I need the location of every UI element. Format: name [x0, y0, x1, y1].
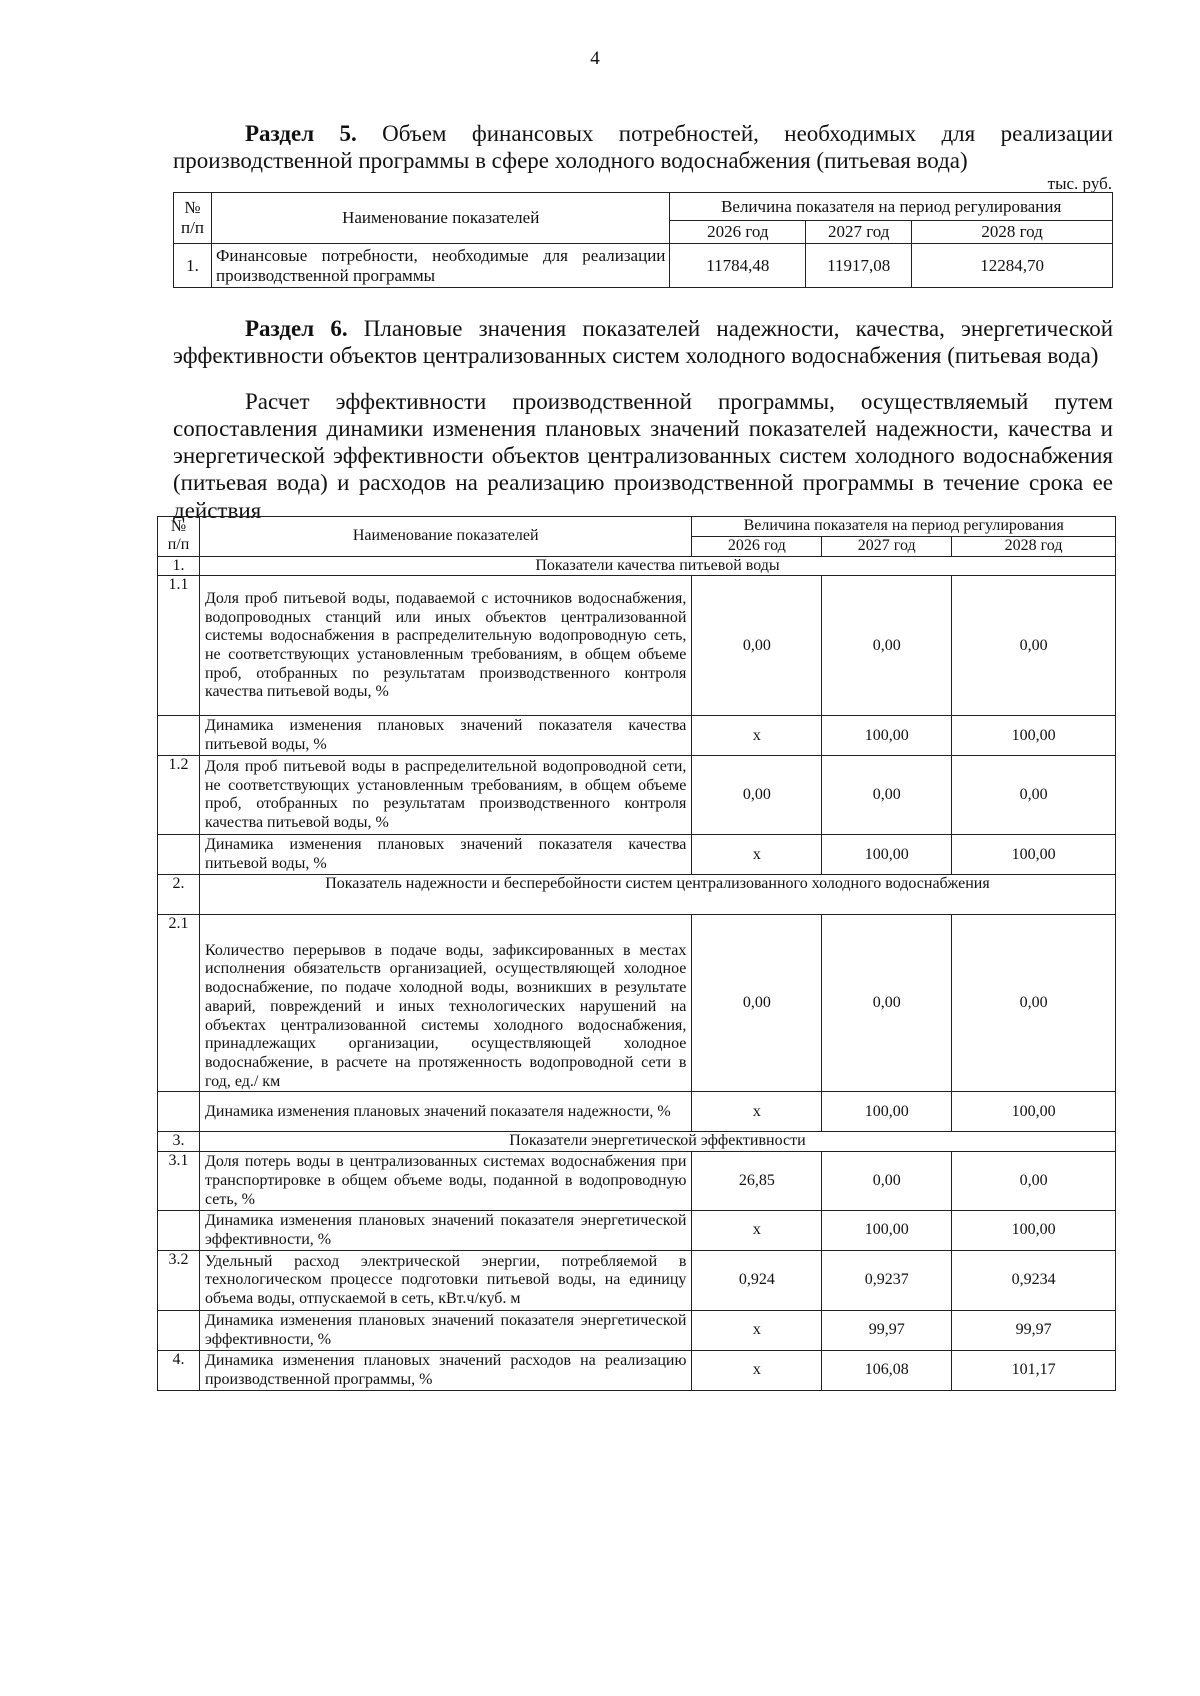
- row-number: 3.2: [158, 1251, 200, 1311]
- row-number: [158, 835, 200, 875]
- value-cell: 101,17: [952, 1351, 1116, 1391]
- column-header-year: 2026 год: [692, 537, 822, 557]
- value-cell: 0,924: [692, 1251, 822, 1311]
- table-row: [158, 1092, 1116, 1132]
- row-number: [158, 716, 200, 756]
- section-6-title: Плановые значения показателей надежности, качества, энергетической эффективности объектов централизованных систем холодного водоснабжения (питьевая вода): [173, 316, 1114, 369]
- currency-units: тыс. руб.: [1047, 174, 1112, 193]
- table-row: [158, 1152, 1116, 1211]
- value-cell: 106,08: [822, 1351, 952, 1391]
- table-row: [158, 915, 1116, 1092]
- row-indicator-name: Финансовые потребности, необходимые для реализации производственной программы: [211, 244, 669, 288]
- row-indicator-name: Количество перерывов в подаче воды, зафиксированных в местах исполнения обязательств организацией, осуществляющей холодное водоснабжение, по подаче холодной воды, возникших в результате аварий, повреждений и иных технологических нарушений на объектах централизованной системы холодного водоснабжения, принадлежащих организации, осуществляющей холодное водоснабжение, в расчете на протяженность водопроводной сети в год, ед./ км: [199, 915, 691, 1092]
- value-cell: 99,97: [822, 1311, 952, 1351]
- row-number: 1.: [174, 244, 212, 288]
- row-indicator-name: Динамика изменения плановых значений расходов на реализацию производственной программы, %: [199, 1351, 691, 1391]
- table-row: [158, 1251, 1116, 1311]
- table-row: [158, 835, 1116, 875]
- calculation-paragraph: Расчет эффективности производственной программы, осуществляемый путем сопоставления динамики изменения плановых значений показателей надежности, качества и энергетической эффективности объектов централизованных систем холодного водоснабжения (питьевая вода) и расходов на реализацию производственной программы в течение срока ее действия: [173, 389, 1113, 523]
- column-header-number: № п/п: [174, 193, 212, 244]
- table-row: [158, 576, 1116, 716]
- value-cell: 0,00: [952, 915, 1116, 1092]
- table-row: [174, 244, 1113, 288]
- value-cell: x: [692, 835, 822, 875]
- row-number: 4.: [158, 1351, 200, 1391]
- page-number: 4: [590, 48, 600, 69]
- group-row: [158, 556, 1116, 576]
- value-cell: 100,00: [952, 716, 1116, 756]
- column-header-period: Величина показателя на период регулирования: [670, 193, 1113, 221]
- value-cell: 100,00: [952, 835, 1116, 875]
- table-row: [158, 1351, 1116, 1391]
- group-number: 1.: [158, 556, 200, 576]
- value-cell: x: [692, 1211, 822, 1251]
- row-number: 3.1: [158, 1152, 200, 1211]
- value-cell: 0,00: [692, 756, 822, 835]
- row-number: 1.2: [158, 756, 200, 835]
- row-number: [158, 1311, 200, 1351]
- value-cell: 0,00: [952, 756, 1116, 835]
- financial-needs-table: [173, 192, 1113, 288]
- value-cell: x: [692, 1351, 822, 1391]
- value-cell: 0,00: [692, 915, 822, 1092]
- group-title: Показатели энергетической эффективности: [199, 1132, 1115, 1152]
- value-cell: 0,00: [822, 576, 952, 716]
- row-number: [158, 1211, 200, 1251]
- row-indicator-name: Доля проб питьевой воды в распределительной водопроводной сети, не соответствующих установленным требованиям, в общем объеме проб, отобранных по результатам производственного контроля качества питьевой воды, %: [199, 756, 691, 835]
- group-number: 3.: [158, 1132, 200, 1152]
- value-cell: 100,00: [822, 716, 952, 756]
- column-header-indicator: Наименование показателей: [199, 517, 691, 557]
- row-indicator-name: Доля проб питьевой воды, подаваемой с источников водоснабжения, водопроводных станций или иных объектов централизованной системы водоснабжения в распределительную водопроводную сеть, не соответствующих установленным требованиям, в общем объеме проб, отобранных по результатам производственного контроля качества питьевой воды, %: [199, 576, 691, 716]
- section-6-heading: [173, 315, 1113, 369]
- value-cell: 0,00: [952, 576, 1116, 716]
- group-title: Показатель надежности и бесперебойности систем централизованного холодного водоснабжения: [199, 875, 1115, 915]
- value-cell: 99,97: [952, 1311, 1116, 1351]
- section-5-label: Раздел 5.: [245, 121, 357, 146]
- group-title: Показатели качества питьевой воды: [199, 556, 1115, 576]
- column-header-year: 2027 год: [806, 221, 912, 244]
- value-cell: 0,00: [952, 1152, 1116, 1211]
- value-cell: 0,9234: [952, 1251, 1116, 1311]
- value-cell: x: [692, 1311, 822, 1351]
- column-header-year: 2028 год: [952, 537, 1116, 557]
- row-indicator-name: Динамика изменения плановых значений показателя качества питьевой воды, %: [199, 716, 691, 756]
- column-header-year: 2027 год: [822, 537, 952, 557]
- value-cell: 100,00: [952, 1092, 1116, 1132]
- value-cell: 0,00: [822, 915, 952, 1092]
- row-indicator-name: Динамика изменения плановых значений показателя энергетической эффективности, %: [199, 1211, 691, 1251]
- row-number: 1.1: [158, 576, 200, 716]
- column-header-year: 2028 год: [912, 221, 1113, 244]
- section-6-label: Раздел 6.: [245, 316, 348, 341]
- value-cell: 26,85: [692, 1152, 822, 1211]
- row-indicator-name: Доля потерь воды в централизованных системах водоснабжения при транспортировке в общем объеме воды, поданной в водопроводную сеть, %: [199, 1152, 691, 1211]
- value-cell: 0,9237: [822, 1251, 952, 1311]
- table-row: [158, 756, 1116, 835]
- table-row: [158, 1311, 1116, 1351]
- section-5-title: Объем финансовых потребностей, необходимых для реализации производственной программы в сфере холодного водоснабжения (питьевая вода): [173, 121, 1113, 174]
- section-5-heading: [173, 120, 1113, 174]
- group-row: [158, 1132, 1116, 1152]
- indicators-table: [157, 516, 1116, 1391]
- value-cell: x: [692, 1092, 822, 1132]
- row-indicator-name: Динамика изменения плановых значений показателя качества питьевой воды, %: [199, 835, 691, 875]
- row-indicator-name: Динамика изменения плановых значений показателя энергетической эффективности, %: [199, 1311, 691, 1351]
- column-header-number: № п/п: [158, 517, 200, 557]
- row-indicator-name: Динамика изменения плановых значений показателя надежности, %: [199, 1092, 691, 1132]
- value-cell: 100,00: [822, 1211, 952, 1251]
- value-cell: 0,00: [822, 1152, 952, 1211]
- value-cell: 11917,08: [806, 244, 912, 288]
- group-row: [158, 875, 1116, 915]
- table-row: [158, 716, 1116, 756]
- table-row: [158, 1211, 1116, 1251]
- group-number: 2.: [158, 875, 200, 915]
- value-cell: 11784,48: [670, 244, 806, 288]
- row-number: 2.1: [158, 915, 200, 1092]
- value-cell: 12284,70: [912, 244, 1113, 288]
- row-number: [158, 1092, 200, 1132]
- value-cell: 0,00: [822, 756, 952, 835]
- column-header-year: 2026 год: [670, 221, 806, 244]
- value-cell: 100,00: [822, 835, 952, 875]
- value-cell: 100,00: [952, 1211, 1116, 1251]
- value-cell: 100,00: [822, 1092, 952, 1132]
- row-indicator-name: Удельный расход электрической энергии, потребляемой в технологическом процессе подготовки питьевой воды, на единицу объема воды, отпускаемой в сеть, кВт.ч/куб. м: [199, 1251, 691, 1311]
- column-header-indicator: Наименование показателей: [211, 193, 669, 244]
- value-cell: 0,00: [692, 576, 822, 716]
- column-header-period: Величина показателя на период регулирования: [692, 517, 1116, 537]
- value-cell: x: [692, 716, 822, 756]
